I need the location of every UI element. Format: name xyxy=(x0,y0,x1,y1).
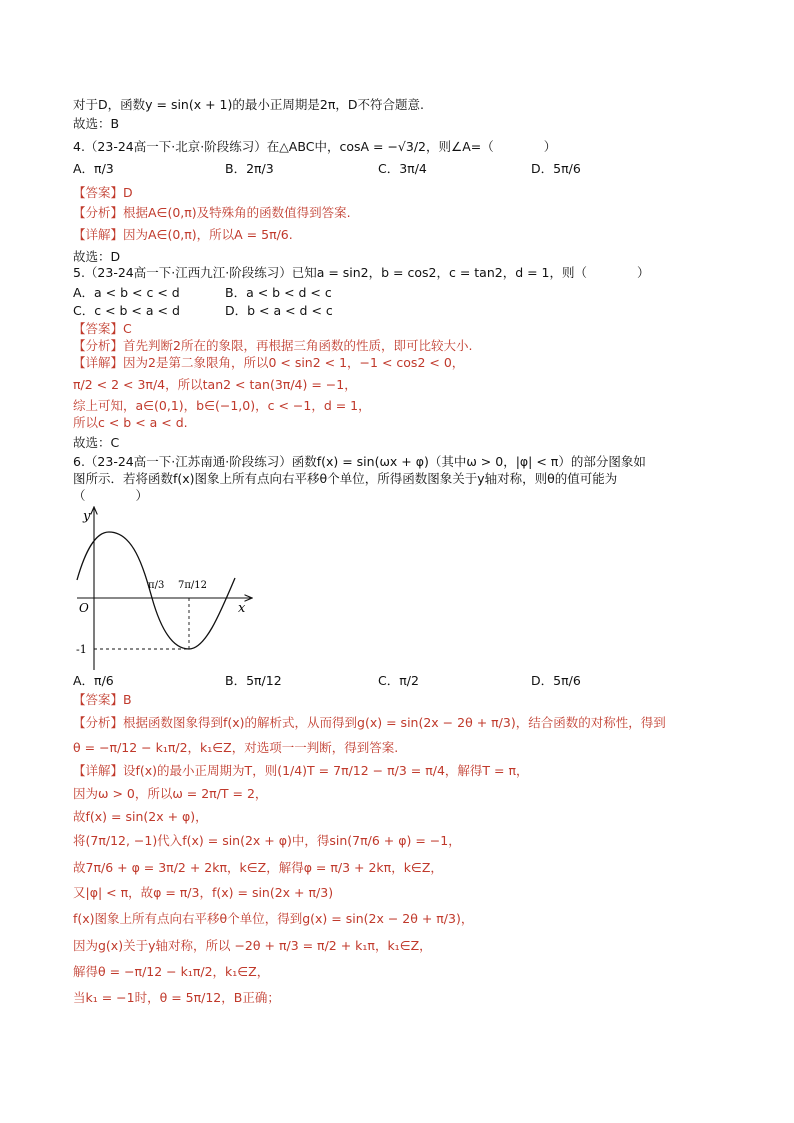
q6-detail-4: 将(7π/12, −1)代入f(x) = sin(2x + φ)中，得sin(7π/6 + φ) = −1， xyxy=(73,833,461,848)
q5-option-c: C．c < b < a < d xyxy=(73,303,180,318)
q6-detail-5: 故7π/6 + φ = 3π/2 + 2kπ，k∈Z，解得φ = π/3 + 2kπ，k∈Z， xyxy=(73,860,443,875)
q6-option-c: C．π/2 xyxy=(378,673,419,688)
q6-answer: 【答案】B xyxy=(73,692,132,707)
q6-detail-1: 【详解】设f(x)的最小正周期为T，则(1/4)T = 7π/12 − π/3 = π/4，解得T = π， xyxy=(73,763,529,778)
q5-option-b: B．a < b < d < c xyxy=(225,285,332,300)
y-axis-label: y xyxy=(83,509,91,524)
q4-option-d: D．5π/6 xyxy=(531,161,581,176)
q6-stem-3: （ ） xyxy=(73,488,149,503)
q6-detail-9: 解得θ = −π/12 − k₁π/2，k₁∈Z， xyxy=(73,964,270,979)
origin-label: O xyxy=(79,601,89,615)
q4-detail: 【详解】因为A∈(0,π)，所以A = 5π/6. xyxy=(73,227,293,242)
q6-option-d: D．5π/6 xyxy=(531,673,581,688)
q5-detail-3: 综上可知，a∈(0,1)，b∈(−1,0)，c < −1，d = 1， xyxy=(73,398,371,413)
q4-analysis: 【分析】根据A∈(0,π)及特殊角的函数值得到答案. xyxy=(73,205,351,220)
q4-choose: 故选：D xyxy=(73,249,121,264)
q6-analysis-1: 【分析】根据函数图象得到f(x)的解析式，从而得到g(x) = sin(2x − 2θ + π/3)，结合函数的对称性，得到 xyxy=(73,715,666,730)
q4-option-b: B．2π/3 xyxy=(225,161,274,176)
q5-choose: 故选：C xyxy=(73,435,120,450)
q5-option-a: A．a < b < c < d xyxy=(73,285,180,300)
q5-detail-2: π/2 < 2 < 3π/4，所以tan2 < tan(3π/4) = −1， xyxy=(73,377,357,392)
q6-detail-2: 因为ω > 0，所以ω = 2π/T = 2， xyxy=(73,786,268,801)
q6-detail-10: 当k₁ = −1时，θ = 5π/12，B正确； xyxy=(73,990,280,1005)
q5-detail-1: 【详解】因为2是第二象限角，所以0 < sin2 < 1，−1 < cos2 < 0， xyxy=(73,355,465,370)
tick-7pi-over-12: 7π/12 xyxy=(178,580,208,591)
q3-line1: 对于D，函数y = sin(x + 1)的最小正周期是2π，D不符合题意. xyxy=(73,97,424,112)
q4-option-c: C．3π/4 xyxy=(378,161,427,176)
q3-choose: 故选：B xyxy=(73,116,120,131)
q6-detail-7: f(x)图象上所有点向右平移θ个单位，得到g(x) = sin(2x − 2θ + π/3)， xyxy=(73,911,474,926)
q6-analysis-2: θ = −π/12 − k₁π/2，k₁∈Z，对选项一一判断，得到答案. xyxy=(73,740,399,755)
neg-one-label: -1 xyxy=(76,643,87,656)
q6-detail-3: 故f(x) = sin(2x + φ)， xyxy=(73,809,208,824)
q5-stem: 5.（23-24高一下·江西九江·阶段练习）已知a = sin2，b = cos2，c = tan2，d = 1，则（ ） xyxy=(73,265,650,280)
q4-stem: 4.（23-24高一下·北京·阶段练习）在△ABC中，cosA = −√3/2，则∠A=（ ） xyxy=(73,139,557,154)
q6-option-b: B．5π/12 xyxy=(225,673,282,688)
q6-detail-6: 又|φ| < π，故φ = π/3，f(x) = sin(2x + π/3) xyxy=(73,885,334,900)
q5-detail-4: 所以c < b < a < d. xyxy=(73,415,188,430)
q6-stem-1: 6.（23-24高一下·江苏南通·阶段练习）函数f(x) = sin(ωx + φ)（其中ω > 0，|φ| < π）的部分图象如 xyxy=(73,454,646,469)
q5-analysis: 【分析】首先判断2所在的象限，再根据三角函数的性质，即可比较大小. xyxy=(73,338,473,353)
q5-answer: 【答案】C xyxy=(73,321,132,336)
tick-pi-over-3: π/3 xyxy=(148,580,165,591)
q6-stem-2: 图所示．若将函数f(x)图象上所有点向右平移θ个单位，所得函数图象关于y轴对称，则θ的值可能为 xyxy=(73,471,618,486)
x-axis-label: x xyxy=(238,601,246,616)
q6-detail-8: 因为g(x)关于y轴对称，所以 −2θ + π/3 = π/2 + k₁π，k₁∈Z， xyxy=(73,938,432,953)
q4-answer: 【答案】D xyxy=(73,185,133,200)
q6-option-a: A．π/6 xyxy=(73,673,114,688)
q4-option-a: A．π/3 xyxy=(73,161,114,176)
q5-option-d: D．b < a < d < c xyxy=(225,303,333,318)
q6-sine-graph xyxy=(73,504,263,674)
